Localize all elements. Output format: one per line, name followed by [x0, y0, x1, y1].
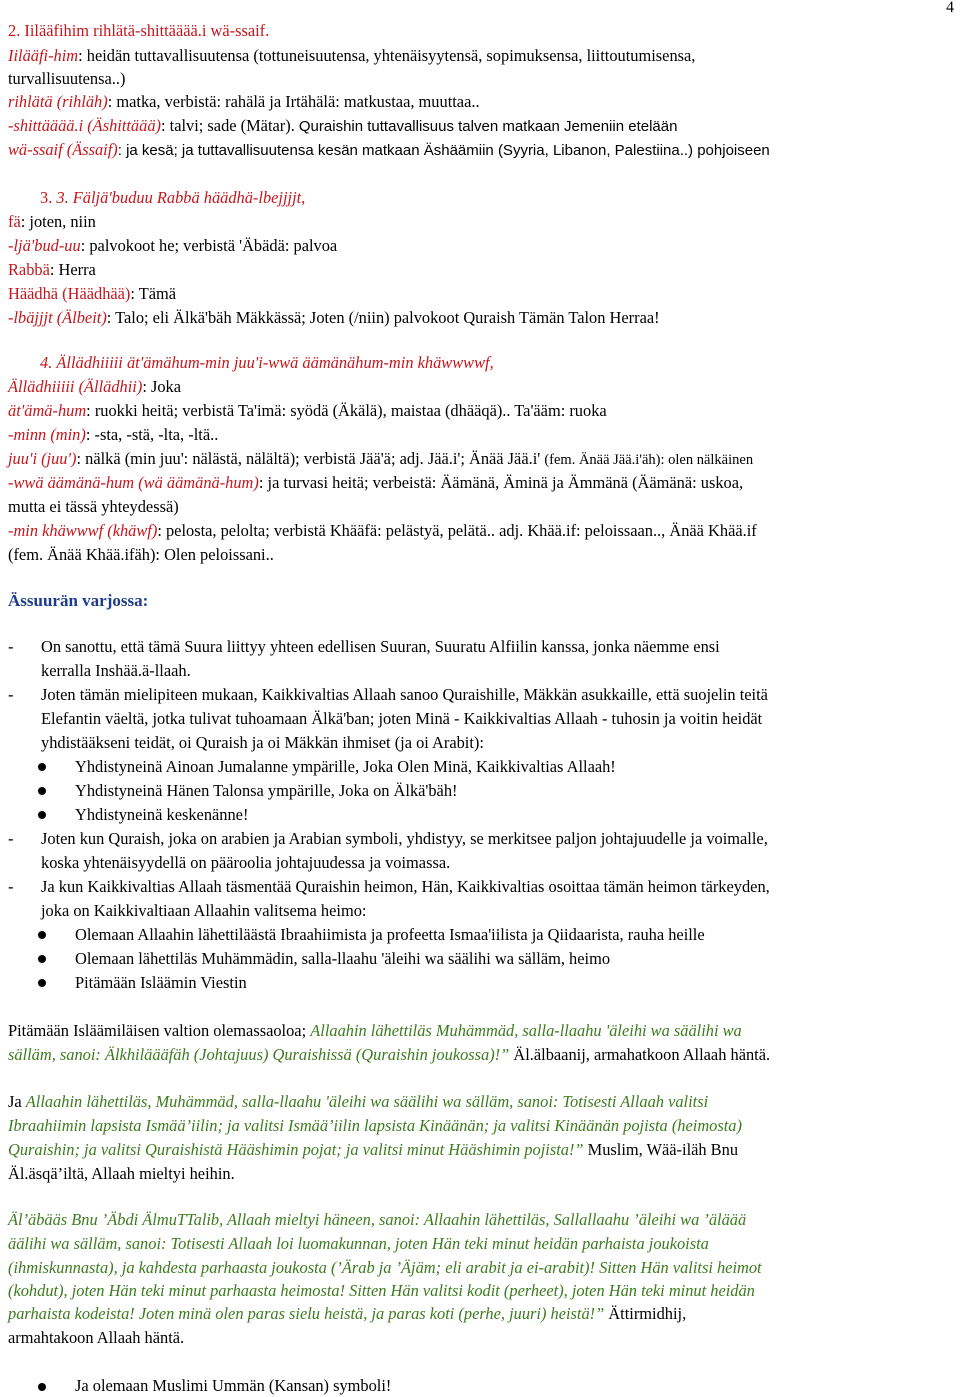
paragraph-1-line: Pitämään Isläämiläisen valtion olemassaoloa; Allaahin lähettiläs Muhämmäd, salla-llaahu 'äleihi wa säälihi wa — [8, 1021, 742, 1040]
gloss-atama-hum: ät'ämä-hum: ruokki heitä; verbistä Ta'imä: syödä (Äkälä), maistaa (dhääqä).. Ta'ääm: ruoka — [8, 401, 607, 420]
bullet-item: Pitämään Isläämin Viestin — [75, 973, 247, 992]
dash-marker: - — [8, 829, 14, 848]
dash-marker: - — [8, 685, 14, 704]
gloss-ljabud: -ljä'bud-uu: palvokoot he; verbistä 'Äbädä: palvoa — [8, 236, 338, 255]
bullet-item: Yhdistyneinä Ainoan Jumalanne ympärille, Joka Olen Minä, Kaikkivaltias Allaah! — [75, 757, 616, 776]
paragraph-2-line: Ja Allaahin lähettiläs, Muhämmäd, salla-llaahu 'äleihi wa säälihi wa sälläm, sanoi: Totisesti Allaah valitsi — [8, 1092, 709, 1111]
paragraph-2-line: Ibraahiimin lapsista Ismää’iilin; ja valitsi Ismää’iilin lapsista Kinäänän; ja valitsi Kinäänän pojista (heimosta) — [8, 1116, 742, 1135]
paragraph-3-line: (kohdut), joten Hän teki minut parhaasta heimosta! Sitten Hän valitsi kodit (perheet), joten Hän teki minut heidän — [8, 1281, 755, 1300]
gloss-shittaa: -shittääää.i (Äshittäää): talvi; sade (Mätar). Quraishin tuttavallisuus talven matkaan Jemeniin etelään — [8, 116, 678, 135]
verse-4-heading: 4. Ällädhiiiii ät'ämähum-min juu'i-wwä äämänähum-min khäwwwwf, — [40, 353, 494, 372]
paragraph-2-line: Quraishin; ja valitsi Quraishistä Hääshimin pojat; ja valitsi minut Hääshimin pojista!” Muslim, Wää-iläh Bnu — [8, 1140, 739, 1159]
commentary-point-3-cont: koska yhtenäisyydellä on pääroolia johtajuudessa ja voimassa. — [41, 853, 451, 872]
paragraph-3-line: äälihi wa sälläm, sanoi: Totisesti Allaah loi luomakunnan, joten Hän teki minut heidän parhaista joukoista — [8, 1234, 709, 1253]
gloss-continuation-2: mutta ei tässä yhteydessä) — [8, 497, 179, 516]
commentary-point-2-cont: yhdistääkseni teidät, oi Quraish ja oi Mäkkän ihmiset (ja oi Arabit): — [41, 733, 484, 752]
paragraph-1-line: sälläm, sanoi: Älkhiläääfäh (Johtajuus) Quraishissä (Quraishin joukossa)!” Äl.älbaanij, armahatkoon Allaah häntä. — [8, 1045, 771, 1064]
gloss-continuation: turvallisuutensa..) — [8, 69, 126, 88]
gloss-alladhii: Ällädhiiiii (Ällädhii): Joka — [8, 377, 182, 396]
dash-marker: - — [8, 877, 14, 896]
gloss-rabba: Rabbä: Herra — [8, 260, 96, 279]
commentary-point-2: Joten tämän mielipiteen mukaan, Kaikkivaltias Allaah sanoo Quraishille, Mäkkän asukkaille, että suojelin teitä — [41, 685, 768, 704]
gloss-continuation-3: (fem. Änää Khää.ifäh): Olen peloissani.. — [8, 545, 274, 564]
dash-marker: - — [8, 637, 14, 656]
commentary-point-1-cont: kerralla Inshää.ä-llaah. — [41, 661, 191, 680]
paragraph-3-line: Äl’äbääs Bnu ’Äbdi ÄlmuTTalib, Allaah mieltyi häneen, sanoi: Allaahin lähettiläs, Sallallaahu ’äleihi wa ’äläää — [8, 1210, 747, 1229]
gloss-ssaif: wä-ssaif (Ässaif): ja kesä; ja tuttavallisuutensa kesän matkaan Äshäämiin (Syyria, Libanon, Palestiina..) pohjoiseen — [8, 140, 770, 159]
verse-2-heading: 2. Iilääfihim rihlätä-shittääää.i wä-ssaif. — [8, 21, 270, 40]
gloss-minn: -minn (min): -sta, -stä, -lta, -ltä.. — [8, 425, 219, 444]
gloss-rihlata: rihlätä (rihläh): matka, verbistä: rahälä ja Irtähälä: matkustaa, muuttaa.. — [8, 92, 480, 111]
verse-3-heading: 3. 3. Fäljä'buduu Rabbä häädhä-lbejjjjt, — [40, 188, 306, 207]
gloss-khawf: -min khäwwwf (khäwf): pelosta, pelolta; verbistä Khääfä: pelästyä, pelätä.. adj. Khää.if: peloissaan.., Änää Khää.if — [8, 521, 757, 540]
paragraph-3-line: armahtakoon Allaah häntä. — [8, 1328, 185, 1347]
commentary-point-2-cont: Elefantin väeltä, jotka tulivat tuhoamaan Älkä'ban; joten Minä - Kaikkivaltias Allaah - tuhosin ja voitin heidät — [41, 709, 763, 728]
bullet-item: Yhdistyneinä keskenänne! — [75, 805, 249, 824]
commentary-point-4: Ja kun Kaikkivaltias Allaah täsmentää Quraishin heimon, Hän, Kaikkivaltias osoittaa tämän heimon tärkeyden, — [41, 877, 770, 896]
bullet-dot — [38, 1383, 46, 1391]
gloss-lbajjjt: -lbäjjjt (Älbeit): Talo; eli Älkä'bäh Mäkkässä; Joten (/niin) palvokoot Quraish Tämän Talon Herraa! — [8, 308, 660, 327]
bullet-item: Yhdistyneinä Hänen Talonsa ympärille, Joka on Älkä'bäh! — [75, 781, 458, 800]
bullet-dot — [38, 763, 46, 771]
commentary-point-1: On sanottu, että tämä Suura liittyy yhteen edellisen Suuran, Suuratu Alfiilin kanssa, jonka näemme ensi — [41, 637, 720, 656]
commentary-point-4-cont: joka on Kaikkivaltiaan Allaahin valitsema heimo: — [41, 901, 367, 920]
bullet-dot — [38, 979, 46, 987]
gloss-juui: juu'i (juu'): nälkä (min juu': nälästä, nälältä); verbistä Jää'ä; adj. Jää.i'; Änää Jää.i' (fem. Änää Jää.i'äh): olen nälkäinen — [8, 449, 754, 468]
commentary-heading: Ässuurän varjossa: — [8, 591, 149, 610]
paragraph-2-line: Äl.äsqä’iltä, Allaah mieltyi heihin. — [8, 1164, 235, 1183]
bullet-item-final: Ja olemaan Muslimi Ummän (Kansan) symboli! — [75, 1376, 392, 1395]
bullet-dot — [38, 787, 46, 795]
paragraph-3-line: parhaista kodeista! Joten minä olen paras sielu heistä, ja paras koti (perhe, juuri) heistä!” Ättirmidhij, — [8, 1304, 687, 1323]
bullet-dot — [38, 955, 46, 963]
commentary-point-3: Joten kun Quraish, joka on arabien ja Arabian symboli, yhdistyy, se merkitsee paljon johtajuudelle ja voimalle, — [41, 829, 768, 848]
gloss-wwa-aamana-hum: -wwä äämänä-hum (wä äämänä-hum): ja turvasi heitä; verbeistä: Äämänä, Äminä ja Ämmänä (Äämänä: uskoa, — [8, 473, 744, 492]
gloss-fa: fä: joten, niin — [8, 212, 96, 231]
bullet-dot — [38, 931, 46, 939]
bullet-item: Olemaan Allaahin lähettiläästä Ibraahiimista ja profeetta Ismaa'iilista ja Qiidaarista, rauha heille — [75, 925, 705, 944]
gloss-iilaafi-him: Iilääfi-him: heidän tuttavallisuutensa (tottuneisuutensa, yhtenäisyytensä, sopimuksensa, liittoutumisensa, — [8, 46, 696, 65]
paragraph-3-line: (ihmiskunnasta), ja kahdesta parhaasta joukosta (’Ärab ja ’Äjäm; eli arabit ja ei-arabit)! Sitten Hän valitsi heimot — [8, 1258, 762, 1277]
page-number: 4 — [946, 0, 954, 16]
bullet-item: Olemaan lähettiläs Muhämmädin, salla-llaahu 'äleihi wa säälihi wa sälläm, heimo — [75, 949, 611, 968]
bullet-dot — [38, 811, 46, 819]
gloss-haadha: Häädhä (Häädhää): Tämä — [8, 284, 177, 303]
